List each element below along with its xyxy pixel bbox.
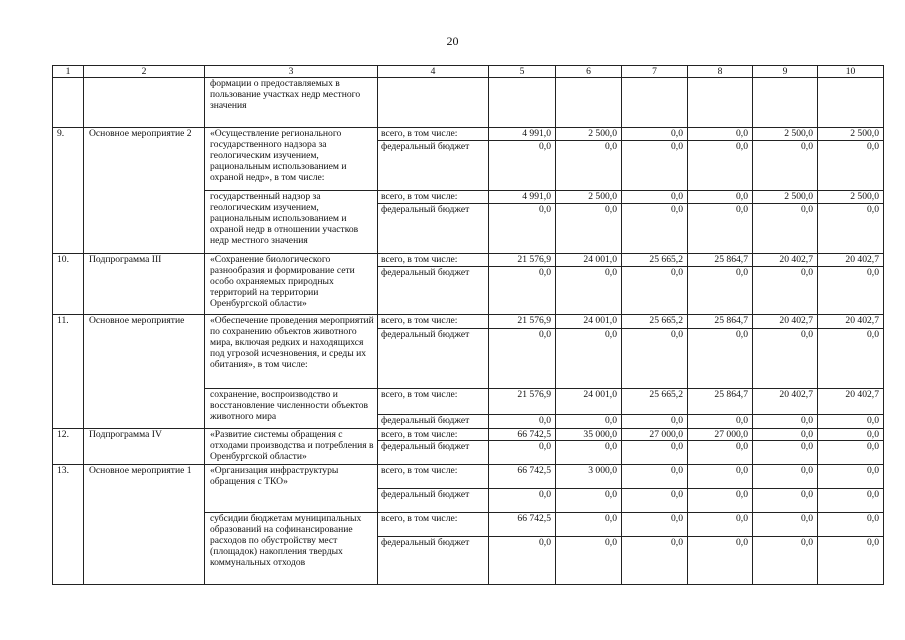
value-cell: 0,0 — [753, 441, 818, 465]
value-cell: 0,0 — [622, 191, 688, 204]
value-cell: 2 500,0 — [556, 191, 622, 204]
name-cell: Основное мероприятие 2 — [84, 128, 205, 254]
value-cell: 0,0 — [622, 489, 688, 513]
value-cell: 0,0 — [753, 267, 818, 315]
value-cell: 0,0 — [688, 489, 753, 513]
value-cell: 0,0 — [489, 329, 556, 389]
value-cell: 0,0 — [489, 441, 556, 465]
value-cell: 0,0 — [489, 141, 556, 191]
value-cell: 2 500,0 — [818, 128, 884, 141]
name-cell: Основное мероприятие — [84, 315, 205, 429]
value-cell: 25 864,7 — [688, 389, 753, 415]
value-cell — [818, 78, 884, 128]
column-header: 4 — [378, 66, 489, 78]
value-cell: 0,0 — [489, 267, 556, 315]
column-header: 7 — [622, 66, 688, 78]
value-cell: 25 864,7 — [688, 254, 753, 267]
funding-source-cell: федеральный бюджет — [378, 537, 489, 585]
value-cell: 2 500,0 — [753, 191, 818, 204]
value-cell: 3 000,0 — [556, 465, 622, 489]
page-number: 20 — [446, 34, 459, 48]
value-cell: 0,0 — [753, 429, 818, 441]
name-cell: Основное мероприятие 1 — [84, 465, 205, 585]
description-cell: «Осуществление регионального государственного надзора за геологическим изучением, рациональным использованием и охраной недр», в том числе: — [205, 128, 378, 191]
value-cell: 20 402,7 — [818, 389, 884, 415]
table-row — [53, 78, 884, 128]
value-cell: 0,0 — [753, 465, 818, 489]
column-header: 1 — [53, 66, 84, 78]
value-cell: 0,0 — [753, 537, 818, 585]
value-cell: 27 000,0 — [622, 429, 688, 441]
value-cell: 0,0 — [753, 415, 818, 429]
value-cell: 0,0 — [556, 141, 622, 191]
row-number-cell: 13. — [53, 465, 84, 585]
value-cell: 0,0 — [688, 204, 753, 254]
value-cell: 0,0 — [688, 191, 753, 204]
value-cell: 2 500,0 — [818, 191, 884, 204]
value-cell: 0,0 — [688, 441, 753, 465]
value-cell: 0,0 — [622, 415, 688, 429]
column-header: 9 — [753, 66, 818, 78]
budget-table — [52, 65, 884, 585]
value-cell: 20 402,7 — [818, 315, 884, 329]
description-cell: «Организация инфраструктуры обращения с ТКО» — [205, 465, 378, 513]
value-cell: 20 402,7 — [753, 389, 818, 415]
value-cell: 0,0 — [622, 267, 688, 315]
column-header: 5 — [489, 66, 556, 78]
value-cell: 4 991,0 — [489, 128, 556, 141]
value-cell: 0,0 — [818, 267, 884, 315]
funding-source-cell — [378, 78, 489, 128]
value-cell: 24 001,0 — [556, 315, 622, 329]
funding-source-cell: всего, в том числе: — [378, 315, 489, 329]
value-cell: 25 665,2 — [622, 254, 688, 267]
value-cell: 0,0 — [622, 441, 688, 465]
value-cell: 0,0 — [688, 513, 753, 537]
value-cell — [688, 78, 753, 128]
value-cell: 0,0 — [556, 537, 622, 585]
value-cell: 0,0 — [818, 415, 884, 429]
value-cell: 0,0 — [818, 513, 884, 537]
value-cell: 0,0 — [688, 329, 753, 389]
value-cell: 0,0 — [818, 537, 884, 585]
table-row — [53, 315, 884, 329]
value-cell: 25 665,2 — [622, 315, 688, 329]
description-cell: субсидии бюджетам муниципальных образований на софинансирование расходов по обустройству мест (площадок) накопления твердых коммунальных отходов — [205, 513, 378, 585]
value-cell: 0,0 — [688, 465, 753, 489]
funding-source-cell: всего, в том числе: — [378, 465, 489, 489]
value-cell: 0,0 — [556, 204, 622, 254]
description-cell: «Обеспечение проведения мероприятий по сохранению объектов животного мира, включая редких и находящихся под угрозой исчезновения, и среды их обитания», в том числе: — [205, 315, 378, 389]
value-cell: 20 402,7 — [753, 254, 818, 267]
value-cell: 0,0 — [489, 415, 556, 429]
value-cell: 0,0 — [753, 141, 818, 191]
value-cell: 0,0 — [622, 141, 688, 191]
value-cell: 2 500,0 — [753, 128, 818, 141]
funding-source-cell: федеральный бюджет — [378, 141, 489, 191]
row-number-cell — [53, 78, 84, 128]
value-cell — [556, 78, 622, 128]
table-row — [53, 429, 884, 441]
value-cell: 0,0 — [688, 141, 753, 191]
name-cell — [84, 78, 205, 128]
value-cell: 0,0 — [622, 537, 688, 585]
value-cell: 4 991,0 — [489, 191, 556, 204]
value-cell: 2 500,0 — [556, 128, 622, 141]
value-cell: 66 742,5 — [489, 429, 556, 441]
funding-source-cell: федеральный бюджет — [378, 489, 489, 513]
value-cell: 0,0 — [688, 537, 753, 585]
value-cell: 0,0 — [622, 465, 688, 489]
row-number-cell: 10. — [53, 254, 84, 315]
value-cell: 27 000,0 — [688, 429, 753, 441]
name-cell: Подпрограмма III — [84, 254, 205, 315]
row-number-cell: 11. — [53, 315, 84, 429]
value-cell: 0,0 — [622, 513, 688, 537]
value-cell: 0,0 — [556, 513, 622, 537]
value-cell: 24 001,0 — [556, 254, 622, 267]
funding-source-cell: федеральный бюджет — [378, 441, 489, 465]
value-cell: 0,0 — [489, 537, 556, 585]
description-cell: «Развитие системы обращения с отходами производства и потребления в Оренбургской области» — [205, 429, 378, 465]
value-cell: 66 742,5 — [489, 513, 556, 537]
table-row — [53, 128, 884, 141]
value-cell: 25 864,7 — [688, 315, 753, 329]
value-cell: 20 402,7 — [753, 315, 818, 329]
value-cell: 0,0 — [489, 489, 556, 513]
column-header-row — [53, 66, 884, 78]
table-row — [53, 254, 884, 267]
column-header: 6 — [556, 66, 622, 78]
value-cell: 24 001,0 — [556, 389, 622, 415]
value-cell: 0,0 — [818, 465, 884, 489]
value-cell: 0,0 — [556, 329, 622, 389]
value-cell — [622, 78, 688, 128]
column-header: 2 — [84, 66, 205, 78]
funding-source-cell: всего, в том числе: — [378, 128, 489, 141]
value-cell: 0,0 — [556, 441, 622, 465]
description-cell: государственный надзор за геологическим изучением, рациональным использованием и охраной недр в отношении участков недр местного значения — [205, 191, 378, 254]
value-cell: 21 576,9 — [489, 389, 556, 415]
value-cell — [753, 78, 818, 128]
value-cell: 0,0 — [688, 267, 753, 315]
value-cell: 0,0 — [556, 489, 622, 513]
value-cell: 0,0 — [818, 141, 884, 191]
funding-source-cell: всего, в том числе: — [378, 513, 489, 537]
value-cell: 0,0 — [688, 415, 753, 429]
row-number-cell: 9. — [53, 128, 84, 254]
value-cell: 0,0 — [622, 128, 688, 141]
value-cell: 0,0 — [753, 204, 818, 254]
value-cell: 0,0 — [753, 329, 818, 389]
value-cell: 0,0 — [818, 329, 884, 389]
value-cell: 21 576,9 — [489, 254, 556, 267]
description-cell: «Сохранение биологического разнообразия и формирование сети особо охраняемых природных территорий на территории Оренбургской области» — [205, 254, 378, 315]
funding-source-cell: всего, в том числе: — [378, 389, 489, 415]
value-cell: 0,0 — [556, 415, 622, 429]
funding-source-cell: всего, в том числе: — [378, 191, 489, 204]
funding-source-cell: федеральный бюджет — [378, 415, 489, 429]
value-cell: 35 000,0 — [556, 429, 622, 441]
value-cell: 0,0 — [818, 489, 884, 513]
value-cell: 0,0 — [622, 329, 688, 389]
value-cell: 0,0 — [489, 204, 556, 254]
value-cell: 0,0 — [753, 513, 818, 537]
column-header: 10 — [818, 66, 884, 78]
description-cell: формации о предоставляемых в пользование участках недр местного значения — [205, 78, 378, 128]
funding-source-cell: всего, в том числе: — [378, 254, 489, 267]
value-cell: 20 402,7 — [818, 254, 884, 267]
name-cell: Подпрограмма IV — [84, 429, 205, 465]
value-cell: 0,0 — [753, 489, 818, 513]
value-cell: 21 576,9 — [489, 315, 556, 329]
value-cell: 0,0 — [556, 267, 622, 315]
value-cell: 0,0 — [688, 128, 753, 141]
funding-source-cell: федеральный бюджет — [378, 204, 489, 254]
column-header: 8 — [688, 66, 753, 78]
column-header: 3 — [205, 66, 378, 78]
row-number-cell: 12. — [53, 429, 84, 465]
table-row — [53, 465, 884, 489]
funding-source-cell: всего, в том числе: — [378, 429, 489, 441]
value-cell: 0,0 — [622, 204, 688, 254]
value-cell: 0,0 — [818, 441, 884, 465]
value-cell: 0,0 — [818, 204, 884, 254]
funding-source-cell: федеральный бюджет — [378, 267, 489, 315]
value-cell: 0,0 — [818, 429, 884, 441]
value-cell — [489, 78, 556, 128]
value-cell: 25 665,2 — [622, 389, 688, 415]
description-cell: сохранение, воспроизводство и восстановление численности объектов животного мира — [205, 389, 378, 429]
funding-source-cell: федеральный бюджет — [378, 329, 489, 389]
value-cell: 66 742,5 — [489, 465, 556, 489]
